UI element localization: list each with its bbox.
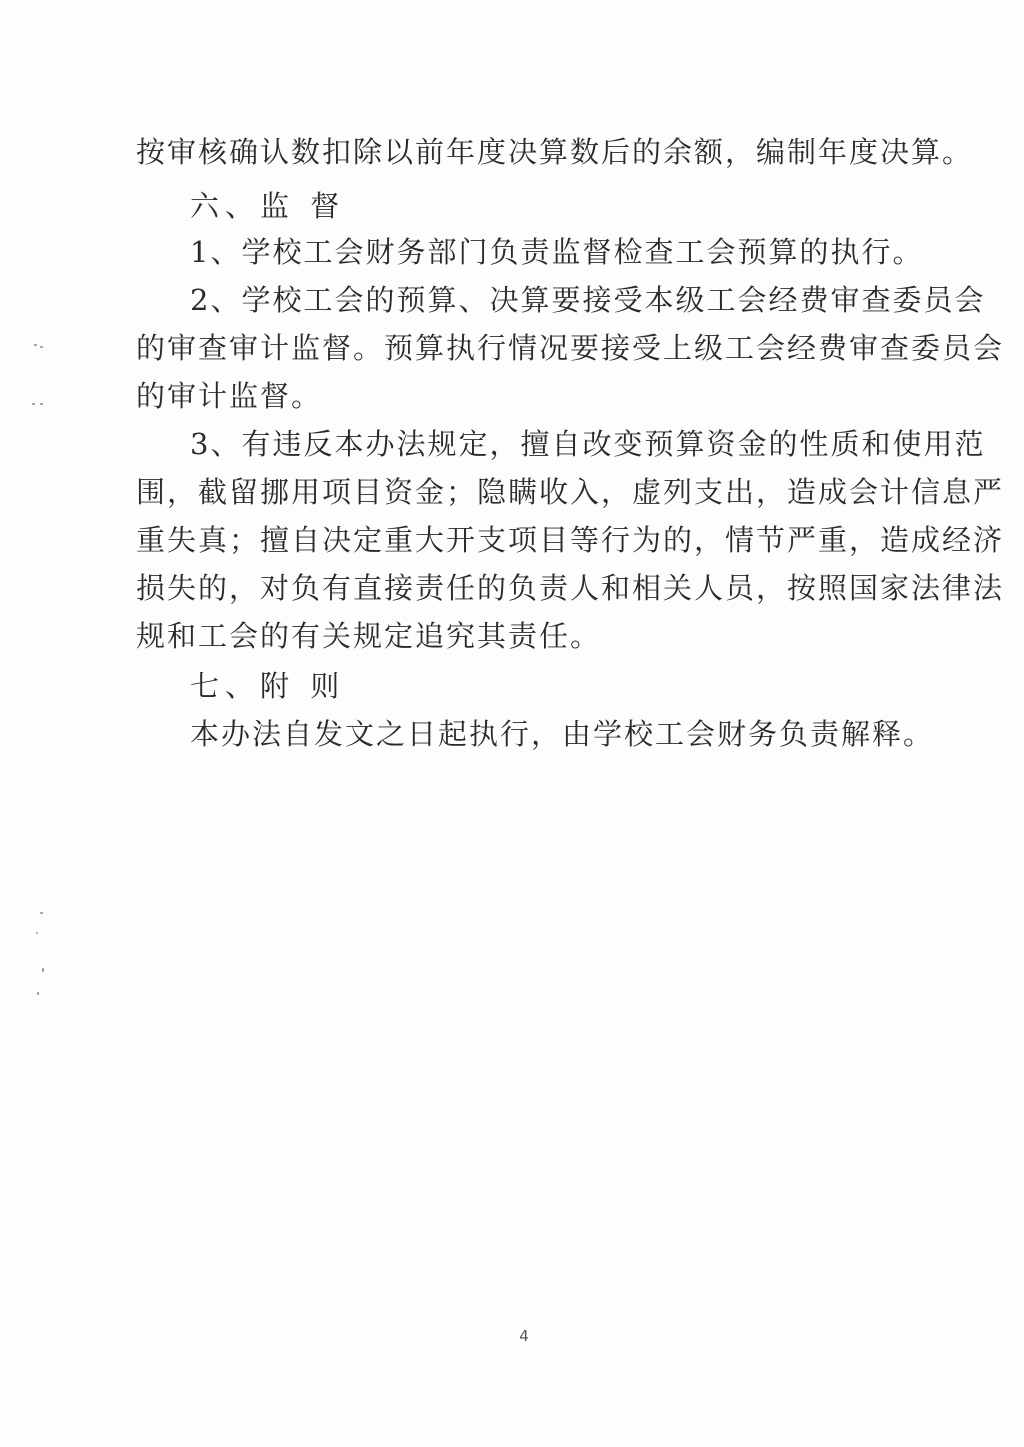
section-heading-supplementary: 七、附 则 (190, 669, 346, 703)
paragraph-line: 围，截留挪用项目资金；隐瞒收入，虚列支出，造成会计信息严 (136, 475, 1005, 509)
scan-speck (42, 968, 44, 972)
scan-speck (37, 992, 39, 995)
scan-speck (32, 403, 35, 405)
paragraph-line: 1、学校工会财务部门负责监督检查工会预算的执行。 (190, 235, 924, 269)
scan-speck (34, 344, 37, 346)
paragraph-line: 2、学校工会的预算、决算要接受本级工会经费审查委员会 (190, 283, 986, 317)
paragraph-line: 规和工会的有关规定追究其责任。 (136, 619, 602, 653)
paragraph-line: 的审查审计监督。预算执行情况要接受上级工会经费审查委员会 (136, 331, 1005, 365)
scan-speck (40, 912, 43, 914)
scan-speck (40, 346, 43, 348)
page-number: 4 (519, 1327, 529, 1345)
paragraph-line: 损失的，对负有直接责任的负责人和相关人员，按照国家法律法 (136, 571, 1005, 605)
paragraph-line: 3、有违反本办法规定，擅自改变预算资金的性质和使用范 (190, 427, 986, 461)
paragraph-line: 重失真；擅自决定重大开支项目等行为的，情节严重，造成经济 (136, 523, 1005, 557)
scan-speck (36, 932, 38, 934)
scan-speck (40, 403, 43, 405)
paragraph-line: 的审计监督。 (136, 379, 323, 413)
section-heading-supervision: 六、监 督 (190, 189, 346, 223)
paragraph-line: 本办法自发文之日起执行，由学校工会财务负责解释。 (190, 717, 935, 751)
paragraph-line: 按审核确认数扣除以前年度决算数后的余额，编制年度决算。 (136, 135, 974, 169)
